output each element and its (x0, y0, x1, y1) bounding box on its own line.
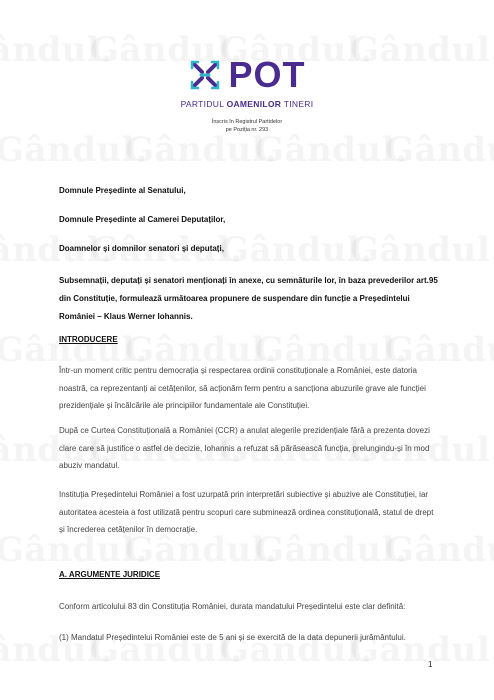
paragraph: După ce Curtea Constituțională a României (CCR) a anulat alegerile prezidențiale fără a prezenta dovezi clare care să justifice o astfel de decizie, Iohannis a refuzat să părăsească funcția, prelungindu-și în mod abuziv mandatul. (59, 426, 430, 470)
registration-line: pe Poziția nr. 293 (225, 126, 269, 133)
logo-subtitle-part: PARTIDUL (180, 99, 227, 109)
page-number: 1 (428, 660, 433, 669)
addressee-senate: Domnule Președinte al Senatului, (59, 186, 186, 195)
section-heading-introducere: INTRODUCERE (59, 335, 118, 344)
paragraph: Conform articolului 83 din Constituția României, durata mandatului Președintelui este clar definită: (59, 602, 406, 611)
registration-line: Înscris în Registrul Partidelor (211, 119, 283, 125)
party-logo (0, 54, 494, 109)
section-heading-argumente: A. ARGUMENTE JURIDICE (59, 570, 161, 579)
paragraph: Într-un moment critic pentru democrația și respectarea ordinii constituționale a României, este datoria noastră, ca reprezentanți ai cetățenilor, să acționăm ferm pentru a sancționa abuzurile grave ale funcției prezidențiale și încălcările ale principiilor fundamentale ale Constituției. (59, 366, 426, 410)
addressee-chamber: Domnule Președinte al Camerei Deputaților, (59, 215, 226, 224)
paragraph: (1) Mandatul Președintelui României este de 5 ani și se exercită de la data depunerii jurământului. (59, 633, 406, 642)
addressee-members: Doamnelor și domnilor senatori și deputați, (59, 244, 224, 253)
intro-statement: Subsemnații, deputați și senatori menționați în anexe, cu semnăturile lor, în baza prevederilor art.95 din Constituție, formulează următoarea propunere de suspendare din funcție a Președintelui României – Klaus Werner Iohannis. (59, 276, 438, 321)
logo-subtitle-bold: OAMENILOR (226, 99, 282, 109)
pot-cross-arrows-icon (188, 58, 222, 92)
registration-note (0, 119, 494, 134)
logo-wordmark: POT (228, 54, 306, 95)
logo-subtitle-part: TINERI (281, 99, 314, 109)
logo-subtitle (0, 99, 494, 109)
paragraph: Instituția Președintelui României a fost uzurpată prin interpretări subiective și abuzive ale Constituției, iar autoritatea acesteia a fost utilizată pentru scopuri care subminează ordinea constituțională, statul de drept și încrederea cetățenilor în democrație. (59, 490, 434, 534)
